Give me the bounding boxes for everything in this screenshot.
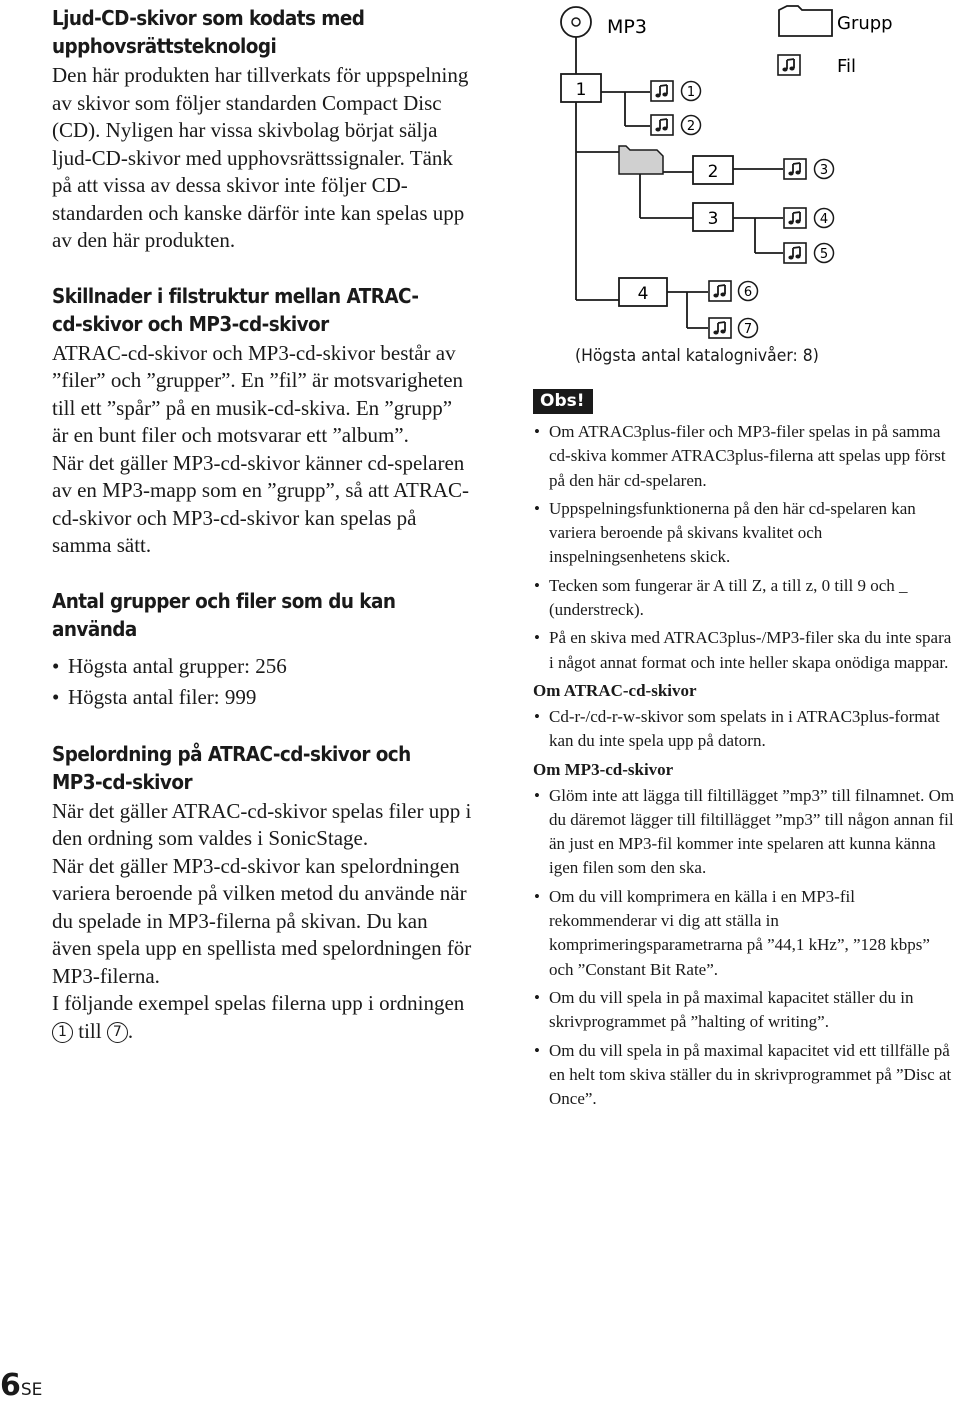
cd-disc-icon bbox=[561, 7, 591, 37]
legend-file-label: Fil bbox=[837, 56, 857, 77]
example-text-mid: till bbox=[78, 1018, 102, 1043]
file-node-2 bbox=[651, 115, 701, 135]
file-node-5 bbox=[784, 243, 834, 263]
folder-structure-diagram bbox=[555, 0, 893, 345]
section-heading-file-structure: Skillnader i filstruktur mellan ATRAC-cd-skivor och MP3-cd-skivor bbox=[52, 283, 419, 336]
notes-list-atrac bbox=[533, 705, 958, 754]
unnamed-folder-icon bbox=[619, 146, 663, 174]
paragraph-copyright: Den här produkten har tillverkats för uppspelning av skivor som följer standarden Compact Disc (CD). Nyligen har vissa skivbolag börjat sälja ljud-CD-skivor med upphovsrättssignaler. Tänk på att vissa av dessa skivor inte följer CD-standarden och kanske därför inte kan spelas upp av den här produkten. bbox=[52, 63, 469, 252]
group-box-2 bbox=[693, 156, 733, 184]
svg-text:2: 2 bbox=[686, 119, 696, 134]
notes-section bbox=[533, 420, 958, 1115]
paragraph-files-groups: ATRAC-cd-skivor och MP3-cd-skivor består av ”filer” och ”grupper”. En ”fil” är motsvarigheten till ett ”spår” på en musik-cd-skiva. En ”grupp” är en bunt filer och motsvarar ett ”album”. bbox=[52, 340, 464, 447]
paragraph-mp3-folder: När det gäller MP3-cd-skivor känner cd-spelaren av en MP3-mapp som en ”grupp”, så att ATRAC-cd-skivor och MP3-cd-skivor kan spelas på samma sätt. bbox=[52, 450, 470, 557]
paragraph-example-order bbox=[52, 990, 472, 1045]
subheading-mp3: Om MP3-cd-skivor bbox=[533, 759, 674, 779]
group-box-3 bbox=[693, 203, 733, 231]
list-item: • Om du vill spela in på maximal kapacitet vid ett tillfälle på en helt tom skiva ställer du in skrivprogrammet på ”Disc at Once”. bbox=[533, 1039, 958, 1112]
section-play-order bbox=[52, 740, 472, 1046]
paragraph-mp3-order: När det gäller MP3-cd-skivor kan spelordningen variera beroende på vilken metod du använde när du spelade in MP3-filerna på skivan. Du kan även spela upp en spellista med spelordningen för MP3-filerna. bbox=[52, 853, 472, 988]
list-item: • Om du vill spela in på maximal kapacitet ställer du in skrivprogrammet på ”halting of writing”. bbox=[533, 986, 958, 1035]
group-box-4 bbox=[619, 278, 667, 306]
list-item: • Högsta antal filer: 999 bbox=[52, 682, 472, 713]
paragraph-atrac-order: När det gäller ATRAC-cd-skivor spelas filer upp i den ordning som valdes i SonicStage. bbox=[52, 798, 472, 850]
example-text-start: I följande exempel spelas filerna upp i ordningen bbox=[52, 991, 465, 1015]
page-number-value: 6 bbox=[0, 1368, 21, 1403]
svg-text:2: 2 bbox=[707, 162, 719, 182]
list-item: • Högsta antal grupper: 256 bbox=[52, 651, 472, 682]
svg-text:4: 4 bbox=[637, 284, 649, 304]
svg-text:1: 1 bbox=[686, 85, 696, 100]
section-heading-limits: Antal grupper och filer som du kan använda bbox=[52, 588, 396, 641]
file-node-4 bbox=[784, 208, 834, 228]
list-item: • På en skiva med ATRAC3plus-/MP3-filer ska du inte spara i något annat format och inte heller skapa onödiga mappar. bbox=[533, 626, 958, 675]
file-node-7 bbox=[709, 318, 758, 338]
file-node-3 bbox=[784, 159, 834, 179]
svg-text:7: 7 bbox=[743, 322, 753, 337]
list-item: • Om du vill komprimera en källa i en MP3-fil rekommenderar vi dig att ställa in komprimeringsparametrarna på ”44,1 kHz”, ”128 kbps” och ”Constant Bit Rate”. bbox=[533, 885, 958, 982]
svg-text:4: 4 bbox=[819, 212, 829, 227]
example-text-end: . bbox=[127, 1018, 134, 1043]
file-number-badge-first: 1 bbox=[52, 1022, 73, 1043]
section-limits bbox=[52, 587, 472, 713]
page-number bbox=[0, 1368, 42, 1403]
obs-badge: Obs! bbox=[533, 389, 593, 414]
svg-text:3: 3 bbox=[707, 209, 719, 229]
svg-text:6: 6 bbox=[743, 285, 753, 300]
svg-text:1: 1 bbox=[575, 80, 587, 100]
list-item: • Cd-r-/cd-r-w-skivor som spelats in i ATRAC3plus-format kan du inte spela upp på datorn. bbox=[533, 705, 958, 754]
page-language-code: SE bbox=[20, 1380, 43, 1400]
music-file-icon bbox=[778, 55, 800, 75]
section-heading-play-order: Spelordning på ATRAC-cd-skivor och MP3-cd-skivor bbox=[52, 741, 411, 794]
diagram-caption: (Högsta antal katalognivåer: 8) bbox=[575, 346, 819, 366]
subheading-atrac: Om ATRAC-cd-skivor bbox=[533, 680, 697, 700]
svg-text:5: 5 bbox=[819, 247, 829, 262]
legend-group-label: Grupp bbox=[837, 13, 893, 34]
list-item: • Uppspelningsfunktionerna på den här cd-spelaren kan variera beroende på skivans kvalitet och inspelningsenhetens skick. bbox=[533, 497, 958, 570]
group-box-1 bbox=[561, 74, 601, 102]
notes-list-general bbox=[533, 420, 958, 675]
svg-text:3: 3 bbox=[819, 163, 829, 178]
notes-list-mp3 bbox=[533, 784, 958, 1112]
left-column bbox=[52, 4, 472, 1045]
root-label: MP3 bbox=[607, 16, 647, 38]
list-item: • Tecken som fungerar är A till Z, a till z, 0 till 9 och _ (understreck). bbox=[533, 574, 958, 623]
limits-list bbox=[52, 651, 472, 713]
section-heading-copyright: Ljud-CD-skivor som kodats med upphovsrättsteknologi bbox=[52, 6, 365, 58]
file-node-1 bbox=[651, 81, 701, 101]
folder-icon bbox=[779, 6, 832, 36]
list-item: • Glöm inte att lägga till filtillägget ”mp3” till filnamnet. Om du däremot lägger till filtillägget ”mp3” till någon annan fil än just en MP3-fil kommer inte spelaren att kunna känna igen filen som den ska. bbox=[533, 784, 958, 881]
list-item: • Om ATRAC3plus-filer och MP3-filer spelas in på samma cd-skiva kommer ATRAC3plus-filerna att spelas upp först på den här cd-spelaren. bbox=[533, 420, 958, 493]
file-node-6 bbox=[709, 281, 758, 301]
file-number-badge-last: 7 bbox=[107, 1022, 128, 1043]
section-file-structure bbox=[52, 282, 472, 560]
